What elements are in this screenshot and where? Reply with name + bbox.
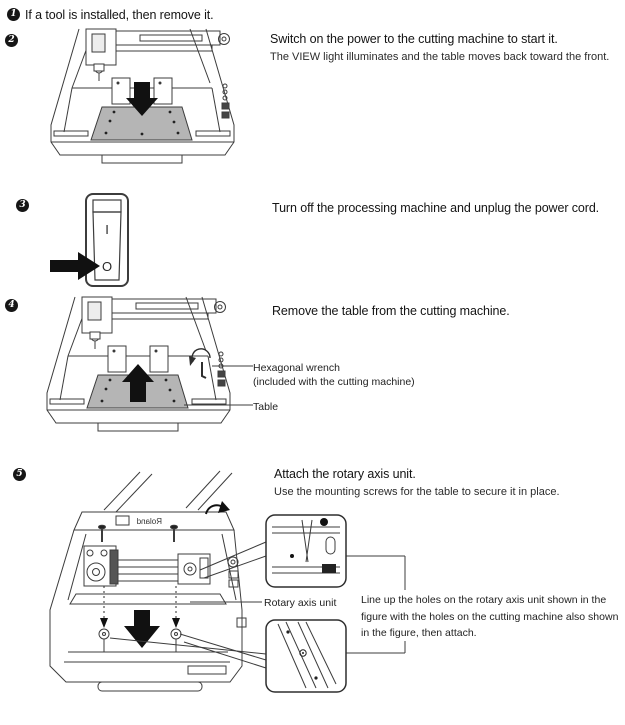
step-5-detail: Use the mounting screws for the table to secure it in place. [274, 486, 560, 498]
machine-logo-mirrored: Roland [136, 517, 162, 526]
step-5-title: Attach the rotary axis unit. [274, 467, 416, 481]
small-down-arrow-icon [172, 618, 180, 628]
step-3-title: Turn off the processing machine and unplug the power cord. [272, 201, 600, 215]
switch-on-mark: I [105, 222, 109, 237]
lineup-note: Line up the holes on the rotary axis unit shown in the figure with the holes on the cutting machine also shown in the figure, then attach. [361, 594, 619, 639]
step-5-marker: 5 [13, 468, 26, 481]
step-2-title: Switch on the power to the cutting machine to start it. [270, 32, 558, 46]
wrench-label-line2: (included with the cutting machine) [253, 376, 415, 388]
step-4-title: Remove the table from the cutting machine. [272, 304, 510, 318]
off-arrow-icon [50, 252, 100, 280]
figure-power-on-machine [42, 28, 242, 170]
step-1-marker: 1 [7, 8, 20, 21]
figure-remove-table [38, 296, 253, 452]
callout-box-machine-hole [266, 620, 346, 692]
hole-mark [290, 554, 294, 558]
wrench-label: Hexagonal wrench [253, 362, 340, 374]
figure-power-switch [48, 192, 138, 292]
switch-off-mark: O [101, 259, 113, 274]
table-label: Table [253, 401, 279, 413]
figure-attach-rotary-axis [40, 470, 460, 700]
step-3-marker: 3 [16, 199, 29, 212]
rotary-axis-unit-label: Rotary axis unit [264, 597, 337, 609]
step-4-marker: 4 [5, 299, 18, 312]
callout-leader-lines [110, 542, 405, 668]
step-2-marker: 2 [5, 34, 18, 47]
hex-wrench-icon [189, 349, 210, 378]
step-1-title: If a tool is installed, then remove it. [25, 8, 214, 22]
step-2-detail: The VIEW light illuminates and the table moves back toward the front. [270, 51, 610, 63]
small-down-arrow-icon [100, 618, 108, 628]
callout-box-rotary-hole [266, 515, 346, 587]
